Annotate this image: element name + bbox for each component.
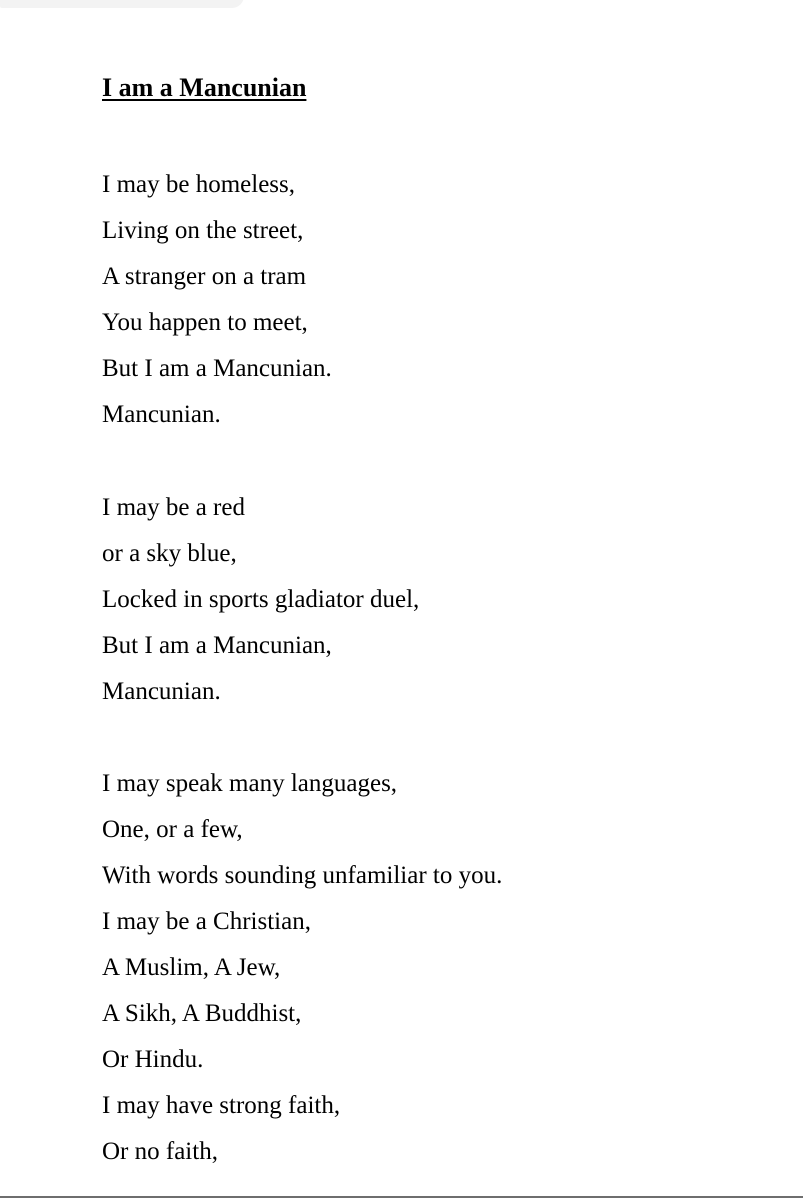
poem-line: I may be a red	[102, 494, 245, 521]
poem-line: I may have strong faith,	[102, 1092, 341, 1119]
poem-line: But I am a Mancunian,	[102, 632, 332, 659]
poem-line: A stranger on a tram	[102, 263, 307, 290]
poem-line: Or no faith,	[102, 1138, 218, 1165]
poem-line: But I am a Mancunian.	[102, 355, 332, 382]
poem-line: or a sky blue,	[102, 540, 237, 567]
poem-line: Mancunian.	[102, 678, 221, 705]
poem-line: I may speak many languages,	[102, 770, 398, 797]
poem-line: I may be homeless,	[102, 171, 296, 198]
poem-line: With words sounding unfamiliar to you.	[102, 862, 503, 889]
poem-title: I am a Mancunian	[102, 73, 307, 102]
poem-line: A Muslim, A Jew,	[102, 954, 281, 981]
top-tab	[0, 0, 244, 8]
poem-line: One, or a few,	[102, 816, 243, 843]
poem-line: You happen to meet,	[102, 309, 308, 336]
poem-line: A Sikh, A Buddhist,	[102, 1000, 302, 1027]
poem-line: Or Hindu.	[102, 1046, 204, 1073]
page-divider	[0, 1196, 803, 1198]
poem-line: Mancunian.	[102, 401, 221, 428]
poem-line: Living on the street,	[102, 217, 304, 244]
poem-line: Locked in sports gladiator duel,	[102, 586, 420, 613]
poem-line: I may be a Christian,	[102, 908, 311, 935]
